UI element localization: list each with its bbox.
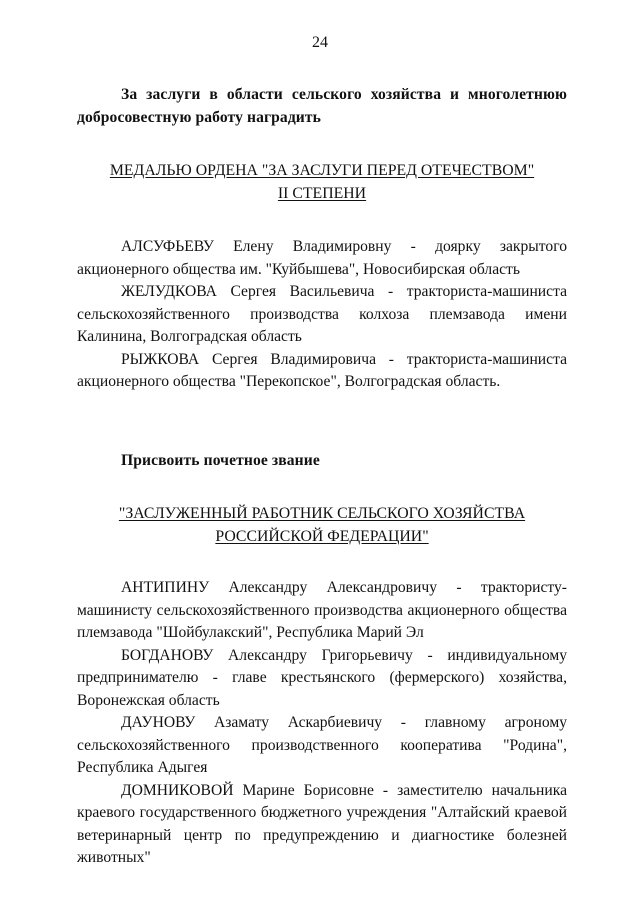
section1-award-line2: II СТЕПЕНИ: [277, 185, 367, 202]
page-number: 24: [312, 34, 328, 51]
section2-award-title: [77, 502, 567, 548]
section1-award-title: [77, 159, 567, 205]
section1-award-line1: МЕДАЛЬЮ ОРДЕНА "ЗА ЗАСЛУГИ ПЕРЕД ОТЕЧЕСТВОМ": [109, 162, 535, 179]
section2-lead: Присвоить почетное звание: [121, 451, 320, 469]
document-body: [77, 84, 567, 870]
section2-award-line2: РОССИЙСКОЙ ФЕДЕРАЦИИ": [215, 528, 429, 545]
section1-lead: За заслуги в области сельского хозяйства и многолетнюю добросовестную работу наградить: [77, 86, 567, 126]
section2-recipient-list: [77, 577, 567, 870]
recipient-entry: ДОМНИКОВОЙ Марине Борисовне - заместителю начальника краевого государственного бюджетного учреждения "Алтайский краевой ветеринарный центр по предупреждению и диагностике болезней животных": [77, 781, 567, 866]
section2-award-line1: "ЗАСЛУЖЕННЫЙ РАБОТНИК СЕЛЬСКОГО ХОЗЯЙСТВА: [118, 505, 526, 522]
recipient-entry: БОГДАНОВУ Александру Григорьевичу - индивидуальному предпринимателю - главе крестьянского (фермерского) хозяйства, Воронежская область: [77, 646, 567, 709]
recipient-entry: ЖЕЛУДКОВА Сергея Васильевича - тракториста-машиниста сельскохозяйственного производства колхоза племзавода имени Калинина, Волгоградская область: [77, 283, 567, 345]
section1-recipient-list: [77, 236, 567, 394]
recipient-entry: ДАУНОВУ Азамату Аскарбиевичу - главному агроному сельскохозяйственного производственного кооператива "Родина", Республика Адыгея: [77, 714, 567, 776]
recipient-entry: АЛСУФЬЕВУ Елену Владимировну - доярку закрытого акционерного общества им. "Куйбышева", Новосибирская область: [77, 238, 567, 278]
recipient-entry: РЫЖКОВА Сергея Владимировича - тракториста-машиниста акционерного общества "Перекопское", Волгоградская область.: [77, 350, 567, 390]
recipient-entry: АНТИПИНУ Александру Александровичу - трактористу-машинисту сельскохозяйственного производства акционерного общества племзавода "Шойбулакский", Республика Марий Эл: [77, 579, 567, 641]
